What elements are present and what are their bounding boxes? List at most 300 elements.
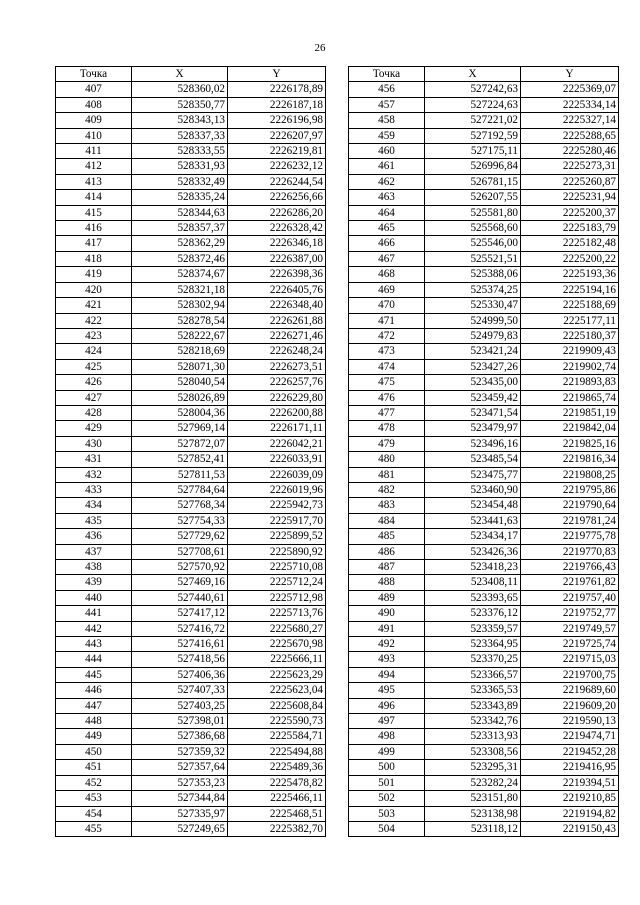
table-row [349,529,619,544]
y-coordinate-cell: 2225288,65 [521,128,619,143]
y-coordinate-cell: 2219766,43 [521,560,619,575]
x-coordinate-cell: 523308,56 [425,744,521,759]
point-number-cell: 455 [56,821,132,836]
point-number-cell: 490 [349,606,425,621]
y-coordinate-cell: 2225180,37 [521,328,619,343]
table-row [56,652,326,667]
x-coordinate-cell: 527335,97 [132,806,228,821]
point-number-cell: 433 [56,482,132,497]
y-coordinate-cell: 2226286,20 [228,205,326,220]
point-number-cell: 421 [56,298,132,313]
point-number-cell: 458 [349,113,425,128]
x-coordinate-cell: 527175,11 [425,144,521,159]
table-row [349,205,619,220]
x-coordinate-cell: 523421,24 [425,344,521,359]
table-row [349,667,619,682]
point-number-cell: 449 [56,729,132,744]
y-coordinate-cell: 2225666,11 [228,652,326,667]
table-row [349,806,619,821]
y-coordinate-cell: 2225382,70 [228,821,326,836]
point-number-cell: 486 [349,544,425,559]
x-coordinate-cell: 523434,17 [425,529,521,544]
x-coordinate-cell: 523393,65 [425,590,521,605]
x-coordinate-cell: 528372,46 [132,251,228,266]
column-header-y: Y [521,67,619,82]
y-coordinate-cell: 2226178,89 [228,82,326,97]
y-coordinate-cell: 2219150,43 [521,821,619,836]
point-number-cell: 437 [56,544,132,559]
x-coordinate-cell: 527418,56 [132,652,228,667]
y-coordinate-cell: 2226348,40 [228,298,326,313]
point-number-cell: 465 [349,221,425,236]
table-row [349,405,619,420]
x-coordinate-cell: 527417,12 [132,606,228,621]
table-row [349,621,619,636]
point-number-cell: 496 [349,698,425,713]
y-coordinate-cell: 2219761,82 [521,575,619,590]
table-row [56,575,326,590]
point-number-cell: 441 [56,606,132,621]
y-coordinate-cell: 2225334,14 [521,97,619,112]
y-coordinate-cell: 2225712,24 [228,575,326,590]
y-coordinate-cell: 2226229,80 [228,390,326,405]
x-coordinate-cell: 527357,64 [132,760,228,775]
y-coordinate-cell: 2219851,19 [521,405,619,420]
x-coordinate-cell: 525546,00 [425,236,521,251]
y-coordinate-cell: 2225188,69 [521,298,619,313]
x-coordinate-cell: 523426,36 [425,544,521,559]
x-coordinate-cell: 525330,47 [425,298,521,313]
point-number-cell: 408 [56,97,132,112]
table-row [56,590,326,605]
point-number-cell: 416 [56,221,132,236]
table-row [56,698,326,713]
table-row [349,590,619,605]
x-coordinate-cell: 523475,77 [425,467,521,482]
y-coordinate-cell: 2226196,98 [228,113,326,128]
y-coordinate-cell: 2225608,84 [228,698,326,713]
y-coordinate-cell: 2219816,34 [521,452,619,467]
x-coordinate-cell: 528071,30 [132,359,228,374]
y-coordinate-cell: 2225489,36 [228,760,326,775]
column-header-point: Точка [56,67,132,82]
x-coordinate-cell: 523295,31 [425,760,521,775]
table-row [349,482,619,497]
table-row [349,760,619,775]
point-number-cell: 453 [56,791,132,806]
x-coordinate-cell: 528331,93 [132,159,228,174]
point-number-cell: 477 [349,405,425,420]
y-coordinate-cell: 2226019,96 [228,482,326,497]
table-row [349,467,619,482]
point-number-cell: 439 [56,575,132,590]
x-coordinate-cell: 523151,80 [425,791,521,806]
point-number-cell: 410 [56,128,132,143]
table-row [56,482,326,497]
point-number-cell: 420 [56,282,132,297]
point-number-cell: 475 [349,375,425,390]
y-coordinate-cell: 2226398,36 [228,267,326,282]
y-coordinate-cell: 2225680,27 [228,621,326,636]
y-coordinate-cell: 2225194,16 [521,282,619,297]
x-coordinate-cell: 527242,63 [425,82,521,97]
point-number-cell: 468 [349,267,425,282]
x-coordinate-cell: 525521,51 [425,251,521,266]
x-coordinate-cell: 527224,63 [425,97,521,112]
x-coordinate-cell: 527969,14 [132,421,228,436]
table-row [56,359,326,374]
point-number-cell: 472 [349,328,425,343]
table-row [349,791,619,806]
table-row [349,375,619,390]
y-coordinate-cell: 2219795,86 [521,482,619,497]
x-coordinate-cell: 528357,37 [132,221,228,236]
y-coordinate-cell: 2219210,85 [521,791,619,806]
x-coordinate-cell: 527416,61 [132,637,228,652]
table-row [56,313,326,328]
point-number-cell: 491 [349,621,425,636]
table-row [56,637,326,652]
point-number-cell: 503 [349,806,425,821]
table-row [56,190,326,205]
y-coordinate-cell: 2225273,31 [521,159,619,174]
table-row [349,683,619,698]
x-coordinate-cell: 528278,54 [132,313,228,328]
table-row [56,128,326,143]
y-coordinate-cell: 2225200,22 [521,251,619,266]
point-number-cell: 424 [56,344,132,359]
y-coordinate-cell: 2226187,18 [228,97,326,112]
point-number-cell: 457 [349,97,425,112]
point-number-cell: 504 [349,821,425,836]
point-number-cell: 417 [56,236,132,251]
x-coordinate-cell: 527386,68 [132,729,228,744]
x-coordinate-cell: 528360,02 [132,82,228,97]
table-row [349,698,619,713]
table-row [349,436,619,451]
point-number-cell: 452 [56,775,132,790]
point-number-cell: 407 [56,82,132,97]
table-row [56,82,326,97]
table-row [56,144,326,159]
table-header-row [56,67,326,82]
table-row [349,544,619,559]
table-row [349,652,619,667]
x-coordinate-cell: 527440,61 [132,590,228,605]
y-coordinate-cell: 2219902,74 [521,359,619,374]
table-row [349,560,619,575]
table-row [56,744,326,759]
y-coordinate-cell: 2226405,76 [228,282,326,297]
y-coordinate-cell: 2219790,64 [521,498,619,513]
table-row [349,390,619,405]
table-row [349,190,619,205]
y-coordinate-cell: 2225369,07 [521,82,619,97]
x-coordinate-cell: 523459,42 [425,390,521,405]
point-number-cell: 482 [349,482,425,497]
y-coordinate-cell: 2219770,83 [521,544,619,559]
point-number-cell: 411 [56,144,132,159]
point-number-cell: 440 [56,590,132,605]
table-row [349,159,619,174]
x-coordinate-cell: 527221,02 [425,113,521,128]
x-coordinate-cell: 527729,62 [132,529,228,544]
table-row [56,498,326,513]
x-coordinate-cell: 526996,84 [425,159,521,174]
point-number-cell: 489 [349,590,425,605]
table-row [56,806,326,821]
column-header-x: X [425,67,521,82]
x-coordinate-cell: 527469,16 [132,575,228,590]
x-coordinate-cell: 523365,53 [425,683,521,698]
table-row [56,205,326,220]
table-row [56,452,326,467]
table-row [349,97,619,112]
point-number-cell: 479 [349,436,425,451]
y-coordinate-cell: 2225584,71 [228,729,326,744]
table-row [56,174,326,189]
point-number-cell: 426 [56,375,132,390]
y-coordinate-cell: 2219781,24 [521,513,619,528]
y-coordinate-cell: 2219752,77 [521,606,619,621]
x-coordinate-cell: 523313,93 [425,729,521,744]
x-coordinate-cell: 523343,89 [425,698,521,713]
x-coordinate-cell: 523435,00 [425,375,521,390]
table-row [349,606,619,621]
x-coordinate-cell: 525568,60 [425,221,521,236]
table-row [56,390,326,405]
table-row [349,144,619,159]
point-number-cell: 429 [56,421,132,436]
coordinates-table-right [348,66,619,837]
y-coordinate-cell: 2219394,51 [521,775,619,790]
table-row [56,821,326,836]
y-coordinate-cell: 2226244,54 [228,174,326,189]
point-number-cell: 460 [349,144,425,159]
point-number-cell: 451 [56,760,132,775]
x-coordinate-cell: 527344,84 [132,791,228,806]
table-row [56,251,326,266]
table-row [349,313,619,328]
y-coordinate-cell: 2226256,66 [228,190,326,205]
y-coordinate-cell: 2226387,00 [228,251,326,266]
x-coordinate-cell: 527192,59 [425,128,521,143]
table-row [349,236,619,251]
table-row [349,714,619,729]
table-row [56,221,326,236]
point-number-cell: 409 [56,113,132,128]
x-coordinate-cell: 528350,77 [132,97,228,112]
point-number-cell: 444 [56,652,132,667]
y-coordinate-cell: 2219609,20 [521,698,619,713]
y-coordinate-cell: 2226033,91 [228,452,326,467]
table-row [349,128,619,143]
x-coordinate-cell: 527708,61 [132,544,228,559]
point-number-cell: 500 [349,760,425,775]
table-row [349,251,619,266]
point-number-cell: 487 [349,560,425,575]
x-coordinate-cell: 524999,50 [425,313,521,328]
point-number-cell: 427 [56,390,132,405]
x-coordinate-cell: 523342,76 [425,714,521,729]
x-coordinate-cell: 527811,53 [132,467,228,482]
point-number-cell: 448 [56,714,132,729]
table-row [56,344,326,359]
x-coordinate-cell: 523471,54 [425,405,521,420]
y-coordinate-cell: 2225193,36 [521,267,619,282]
table-row [349,221,619,236]
y-coordinate-cell: 2225200,37 [521,205,619,220]
table-row [56,436,326,451]
point-number-cell: 471 [349,313,425,328]
point-number-cell: 502 [349,791,425,806]
page-number: 26 [314,42,326,54]
point-number-cell: 415 [56,205,132,220]
table-row [56,621,326,636]
table-row [56,714,326,729]
point-number-cell: 428 [56,405,132,420]
y-coordinate-cell: 2225494,88 [228,744,326,759]
table-row [349,113,619,128]
x-coordinate-cell: 524979,83 [425,328,521,343]
x-coordinate-cell: 523364,95 [425,637,521,652]
x-coordinate-cell: 528302,94 [132,298,228,313]
y-coordinate-cell: 2225917,70 [228,513,326,528]
point-number-cell: 432 [56,467,132,482]
y-coordinate-cell: 2226171,11 [228,421,326,436]
point-number-cell: 488 [349,575,425,590]
x-coordinate-cell: 527768,34 [132,498,228,513]
table-row [349,729,619,744]
x-coordinate-cell: 523441,63 [425,513,521,528]
y-coordinate-cell: 2219808,25 [521,467,619,482]
point-number-cell: 430 [56,436,132,451]
table-row [349,637,619,652]
y-coordinate-cell: 2225260,87 [521,174,619,189]
point-number-cell: 456 [349,82,425,97]
y-coordinate-cell: 2219749,57 [521,621,619,636]
x-coordinate-cell: 523370,25 [425,652,521,667]
table-row [349,328,619,343]
table-row [56,421,326,436]
point-number-cell: 446 [56,683,132,698]
point-number-cell: 499 [349,744,425,759]
x-coordinate-cell: 528040,54 [132,375,228,390]
x-coordinate-cell: 525388,06 [425,267,521,282]
table-row [56,513,326,528]
point-number-cell: 445 [56,667,132,682]
y-coordinate-cell: 2225623,29 [228,667,326,682]
y-coordinate-cell: 2219416,95 [521,760,619,775]
x-coordinate-cell: 526207,55 [425,190,521,205]
point-number-cell: 419 [56,267,132,282]
x-coordinate-cell: 523282,24 [425,775,521,790]
y-coordinate-cell: 2219825,16 [521,436,619,451]
x-coordinate-cell: 527407,33 [132,683,228,698]
table-row [56,467,326,482]
y-coordinate-cell: 2219865,74 [521,390,619,405]
table-row [349,498,619,513]
y-coordinate-cell: 2226219,81 [228,144,326,159]
table-row [56,267,326,282]
table-row [56,298,326,313]
table-row [349,282,619,297]
point-number-cell: 414 [56,190,132,205]
table-row [56,775,326,790]
point-number-cell: 434 [56,498,132,513]
point-number-cell: 422 [56,313,132,328]
table-header-row [349,67,619,82]
x-coordinate-cell: 528026,89 [132,390,228,405]
x-coordinate-cell: 527754,33 [132,513,228,528]
table-row [56,159,326,174]
x-coordinate-cell: 525581,80 [425,205,521,220]
point-number-cell: 466 [349,236,425,251]
y-coordinate-cell: 2219725,74 [521,637,619,652]
point-number-cell: 483 [349,498,425,513]
y-coordinate-cell: 2219194,82 [521,806,619,821]
table-row [56,791,326,806]
y-coordinate-cell: 2219474,71 [521,729,619,744]
x-coordinate-cell: 528332,49 [132,174,228,189]
table-row [349,575,619,590]
table-row [56,113,326,128]
y-coordinate-cell: 2219452,28 [521,744,619,759]
table-row [56,544,326,559]
point-number-cell: 478 [349,421,425,436]
point-number-cell: 497 [349,714,425,729]
y-coordinate-cell: 2226346,18 [228,236,326,251]
point-number-cell: 480 [349,452,425,467]
y-coordinate-cell: 2226207,97 [228,128,326,143]
y-coordinate-cell: 2225899,52 [228,529,326,544]
y-coordinate-cell: 2226257,76 [228,375,326,390]
x-coordinate-cell: 527398,01 [132,714,228,729]
table-row [56,375,326,390]
point-number-cell: 474 [349,359,425,374]
point-number-cell: 418 [56,251,132,266]
point-number-cell: 495 [349,683,425,698]
y-coordinate-cell: 2225182,48 [521,236,619,251]
x-coordinate-cell: 528337,33 [132,128,228,143]
table-row [349,421,619,436]
x-coordinate-cell: 523479,97 [425,421,521,436]
point-number-cell: 442 [56,621,132,636]
point-number-cell: 464 [349,205,425,220]
x-coordinate-cell: 527353,23 [132,775,228,790]
point-number-cell: 412 [56,159,132,174]
y-coordinate-cell: 2225712,98 [228,590,326,605]
point-number-cell: 462 [349,174,425,189]
point-number-cell: 454 [56,806,132,821]
point-number-cell: 413 [56,174,132,189]
y-coordinate-cell: 2225183,79 [521,221,619,236]
point-number-cell: 450 [56,744,132,759]
y-coordinate-cell: 2225670,98 [228,637,326,652]
y-coordinate-cell: 2226271,46 [228,328,326,343]
table-row [56,729,326,744]
y-coordinate-cell: 2219909,43 [521,344,619,359]
y-coordinate-cell: 2219689,60 [521,683,619,698]
x-coordinate-cell: 523118,12 [425,821,521,836]
x-coordinate-cell: 528333,55 [132,144,228,159]
point-number-cell: 470 [349,298,425,313]
y-coordinate-cell: 2225466,11 [228,791,326,806]
x-coordinate-cell: 528362,29 [132,236,228,251]
x-coordinate-cell: 527359,32 [132,744,228,759]
x-coordinate-cell: 528004,36 [132,405,228,420]
y-coordinate-cell: 2219757,40 [521,590,619,605]
